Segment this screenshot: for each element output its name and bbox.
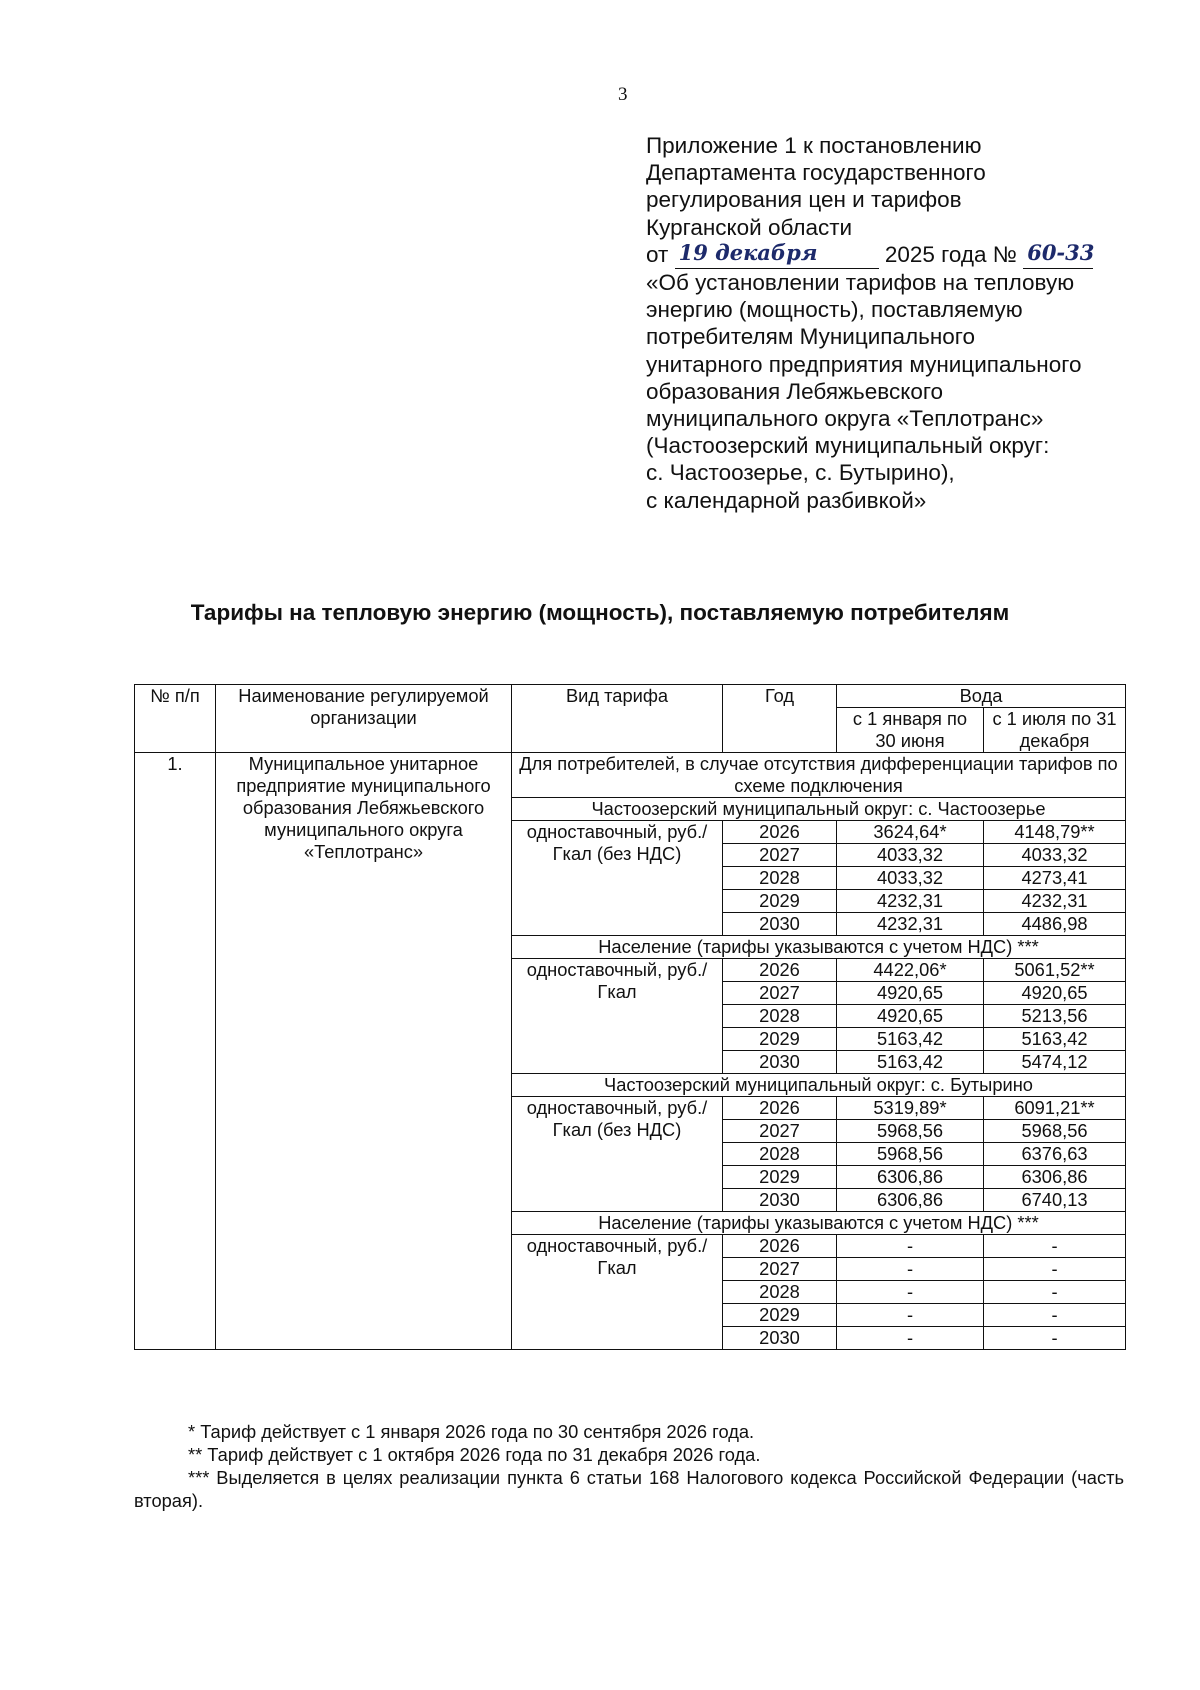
value-period-2: - [984,1281,1126,1304]
tariff-table [134,684,1126,1350]
handwritten-number [1023,241,1093,269]
general-note-row [135,753,1126,798]
value-period-2: 6091,21** [984,1097,1126,1120]
appendix-title-line: «Об установлении тарифов на тепловую [646,270,1075,296]
year-cell: 2026 [723,959,837,982]
appendix-line: регулирования цен и тарифов [646,187,962,213]
footnotes [134,1420,1124,1512]
value-period-2: 4148,79** [984,821,1126,844]
value-period-2: 5213,56 [984,1005,1126,1028]
year-cell: 2026 [723,1235,837,1258]
appendix-title-line: (Частоозерский муниципальный округ: [646,433,1050,459]
general-note: Для потребителей, в случае отсутствия дифференциации тарифов по схеме подключения [512,753,1126,798]
year-text: 2025 года № [884,241,1017,267]
value-period-1: 5968,56 [837,1143,984,1166]
tariff-type: одноставочный, руб./Гкал [512,959,723,1074]
value-period-2: 5163,42 [984,1028,1126,1051]
appendix-block [646,132,1166,514]
header-organization: Наименование регулируемой организации [216,685,512,753]
appendix-title-line: муниципального округа «Теплотранс» [646,406,1044,432]
handwritten-date [675,241,879,269]
year-cell: 2027 [723,982,837,1005]
value-period-1: 4920,65 [837,1005,984,1028]
value-period-2: 6740,13 [984,1189,1126,1212]
tariff-type: одноставочный, руб./Гкал [512,1235,723,1350]
year-cell: 2028 [723,1281,837,1304]
appendix-title-line: энергию (мощность), поставляемую [646,297,1023,323]
value-period-2: - [984,1327,1126,1350]
value-period-2: 5474,12 [984,1051,1126,1074]
value-period-1: 4232,31 [837,913,984,936]
value-period-1: 3624,64* [837,821,984,844]
appendix-line: Департамента государственного [646,160,986,186]
appendix-title-line: унитарного предприятия муниципального [646,351,1082,377]
header-period-2: с 1 июля по 31 декабря [984,708,1126,753]
handwritten-date-text: 19 декабря [678,239,818,265]
header-row [135,685,1126,708]
year-cell: 2027 [723,1120,837,1143]
value-period-1: - [837,1327,984,1350]
value-period-2: 6376,63 [984,1143,1126,1166]
value-period-2: - [984,1258,1126,1281]
year-cell: 2028 [723,867,837,890]
appendix-title-line: с. Частоозерье, с. Бутырино), [646,460,955,486]
tariff-type: одноставочный, руб./Гкал (без НДС) [512,1097,723,1212]
value-period-1: 4920,65 [837,982,984,1005]
value-period-1: 5163,42 [837,1051,984,1074]
footnote-3: *** Выделяется в целях реализации пункта 6 статьи 168 Налогового кодекса Российской Федерации (часть вторая). [134,1467,1124,1511]
organization-name: Муниципальное унитарное предприятие муниципального образования Лебяжьевского муниципального округа «Теплотранс» [216,753,512,1350]
handwritten-number-text: 60-33 [1027,239,1095,265]
value-period-1: 5319,89* [837,1097,984,1120]
value-period-1: - [837,1304,984,1327]
value-period-1: 5163,42 [837,1028,984,1051]
appendix-title-line: с календарной разбивкой» [646,487,927,513]
year-cell: 2030 [723,1051,837,1074]
value-period-2: 4486,98 [984,913,1126,936]
appendix-date-line [646,241,1166,269]
footnote-1: * Тариф действует с 1 января 2026 года по 30 сентября 2026 года. [188,1421,755,1442]
year-cell: 2027 [723,1258,837,1281]
value-period-1: - [837,1281,984,1304]
value-period-2: 5061,52** [984,959,1126,982]
year-cell: 2028 [723,1143,837,1166]
footnote-2: ** Тариф действует с 1 октября 2026 года по 31 декабря 2026 года. [188,1444,761,1465]
section-label: Население (тарифы указываются с учетом НДС) *** [512,1212,1126,1235]
section-label: Население (тарифы указываются с учетом НДС) *** [512,936,1126,959]
value-period-2: 4273,41 [984,867,1126,890]
value-period-1: - [837,1235,984,1258]
section-label: Частоозерский муниципальный округ: с. Частоозерье [512,798,1126,821]
appendix-title-line: образования Лебяжьевского [646,378,944,404]
header-year: Год [723,685,837,753]
year-cell: 2026 [723,1097,837,1120]
value-period-2: 6306,86 [984,1166,1126,1189]
value-period-2: 4232,31 [984,890,1126,913]
year-cell: 2029 [723,1166,837,1189]
date-prefix: от [646,241,669,267]
value-period-1: 6306,86 [837,1189,984,1212]
appendix-title-line: потребителям Муниципального [646,324,975,350]
tariff-type: одноставочный, руб./Гкал (без НДС) [512,821,723,936]
header-period-1: с 1 января по 30 июня [837,708,984,753]
row-number: 1. [135,753,216,1350]
value-period-1: 4232,31 [837,890,984,913]
value-period-2: 4920,65 [984,982,1126,1005]
year-cell: 2029 [723,890,837,913]
year-cell: 2029 [723,1028,837,1051]
year-cell: 2026 [723,821,837,844]
value-period-1: 4033,32 [837,867,984,890]
year-cell: 2027 [723,844,837,867]
value-period-2: 5968,56 [984,1120,1126,1143]
year-cell: 2030 [723,913,837,936]
page-number: 3 [618,84,628,105]
year-cell: 2028 [723,1005,837,1028]
header-tariff-type: Вид тарифа [512,685,723,753]
value-period-1: 4422,06* [837,959,984,982]
value-period-1: - [837,1258,984,1281]
value-period-2: 4033,32 [984,844,1126,867]
year-cell: 2029 [723,1304,837,1327]
value-period-2: - [984,1235,1126,1258]
document-title: Тарифы на тепловую энергию (мощность), поставляемую потребителям [190,600,1010,625]
value-period-1: 6306,86 [837,1166,984,1189]
year-cell: 2030 [723,1327,837,1350]
appendix-line: Курганской области [646,214,853,240]
header-water: Вода [837,685,1126,708]
section-label: Частоозерский муниципальный округ: с. Бутырино [512,1074,1126,1097]
value-period-1: 4033,32 [837,844,984,867]
year-cell: 2030 [723,1189,837,1212]
value-period-1: 5968,56 [837,1120,984,1143]
value-period-2: - [984,1304,1126,1327]
appendix-line: Приложение 1 к постановлению [646,133,982,158]
header-number: № п/п [135,685,216,753]
